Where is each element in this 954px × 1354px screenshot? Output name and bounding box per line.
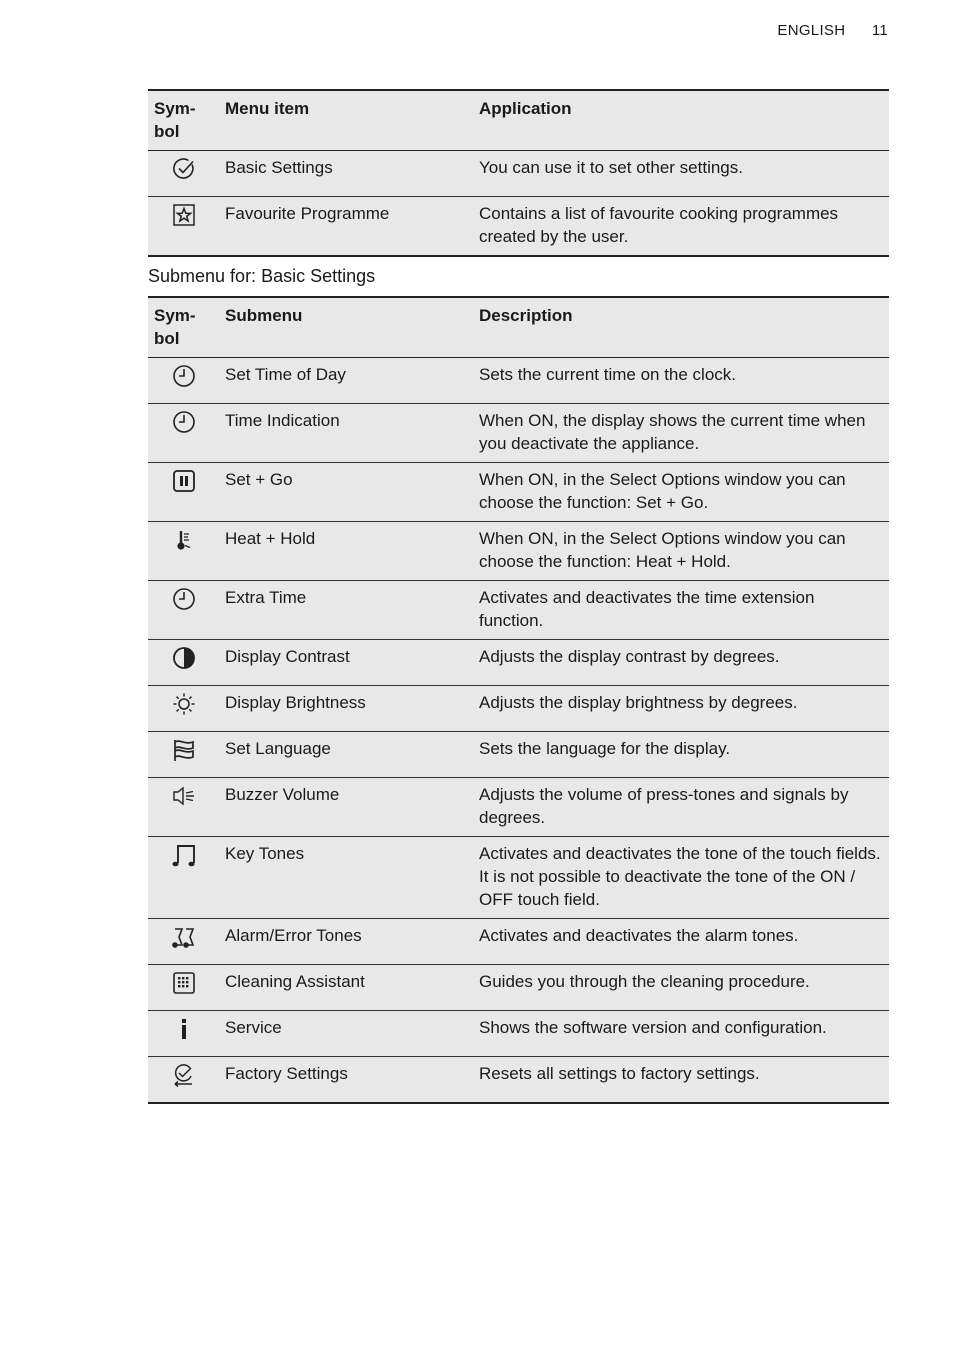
description-text: Activates and deactivates the alarm tones. bbox=[473, 919, 889, 965]
description-text: When ON, the display shows the current time when you deactivate the appliance. bbox=[473, 404, 889, 463]
flag-icon bbox=[172, 738, 196, 762]
table-row bbox=[148, 358, 889, 404]
submenu-label: Time Indication bbox=[219, 404, 473, 463]
table-header-row bbox=[148, 297, 889, 358]
check-circle-icon bbox=[172, 157, 196, 181]
table-row bbox=[148, 1011, 889, 1057]
menu-table bbox=[148, 89, 889, 257]
description-text: Adjusts the volume of press-tones and signals by degrees. bbox=[473, 778, 889, 837]
menu-item-label: Favourite Programme bbox=[219, 197, 473, 257]
music-note-icon bbox=[171, 843, 197, 869]
header-menu-item: Menu item bbox=[219, 90, 473, 151]
table-row bbox=[148, 151, 889, 197]
submenu-label: Set Time of Day bbox=[219, 358, 473, 404]
table-row bbox=[148, 404, 889, 463]
header-symbol: Sym- bol bbox=[148, 297, 219, 358]
submenu-caption: Submenu for: Basic Settings bbox=[148, 266, 376, 286]
description-text: When ON, in the Select Options window you can choose the function: Heat + Hold. bbox=[473, 522, 889, 581]
page-header bbox=[777, 22, 888, 39]
submenu-label: Buzzer Volume bbox=[219, 778, 473, 837]
description-text: When ON, in the Select Options window you can choose the function: Set + Go. bbox=[473, 463, 889, 522]
table-row bbox=[148, 919, 889, 965]
description-text: Sets the current time on the clock. bbox=[473, 358, 889, 404]
speaker-icon bbox=[172, 784, 196, 808]
table-row bbox=[148, 778, 889, 837]
submenu-label: Set Language bbox=[219, 732, 473, 778]
submenu-label: Key Tones bbox=[219, 837, 473, 919]
header-symbol: Sym- bol bbox=[148, 90, 219, 151]
contrast-icon bbox=[172, 646, 196, 670]
keypad-icon bbox=[172, 971, 196, 995]
description-text: Resets all settings to factory settings. bbox=[473, 1057, 889, 1104]
table-row bbox=[148, 197, 889, 257]
description-text: Guides you through the cleaning procedure. bbox=[473, 965, 889, 1011]
application-text: You can use it to set other settings. bbox=[473, 151, 889, 197]
description-text: Sets the language for the display. bbox=[473, 732, 889, 778]
submenu-label: Alarm/Error Tones bbox=[219, 919, 473, 965]
thermometer-icon bbox=[172, 528, 196, 552]
sun-icon bbox=[172, 692, 196, 716]
clock-icon bbox=[172, 410, 196, 434]
table-row bbox=[148, 463, 889, 522]
submenu-label: Extra Time bbox=[219, 581, 473, 640]
table-row bbox=[148, 640, 889, 686]
description-text: Shows the software version and configuration. bbox=[473, 1011, 889, 1057]
submenu-label: Cleaning Assistant bbox=[219, 965, 473, 1011]
clock-icon bbox=[172, 587, 196, 611]
table-row bbox=[148, 965, 889, 1011]
table-row bbox=[148, 1057, 889, 1104]
submenu-table bbox=[148, 296, 889, 1104]
description-text: Adjusts the display brightness by degrees. bbox=[473, 686, 889, 732]
header-submenu: Submenu bbox=[219, 297, 473, 358]
table-header-row bbox=[148, 90, 889, 151]
table-row bbox=[148, 686, 889, 732]
description-text: Activates and deactivates the time extension function. bbox=[473, 581, 889, 640]
factory-reset-icon bbox=[172, 1063, 196, 1087]
language-label: ENGLISH bbox=[777, 22, 846, 39]
page-number: 11 bbox=[871, 22, 888, 39]
table-row bbox=[148, 581, 889, 640]
clock-icon bbox=[172, 364, 196, 388]
submenu-label: Set + Go bbox=[219, 463, 473, 522]
star-box-icon bbox=[172, 203, 196, 227]
submenu-label: Display Brightness bbox=[219, 686, 473, 732]
description-text: Activates and deactivates the tone of the touch fields. It is not possible to deactivate the tone of the ON / OFF touch field. bbox=[473, 837, 889, 919]
application-text: Contains a list of favourite cooking programmes created by the user. bbox=[473, 197, 889, 257]
menu-item-label: Basic Settings bbox=[219, 151, 473, 197]
description-text: Adjusts the display contrast by degrees. bbox=[473, 640, 889, 686]
table-row bbox=[148, 837, 889, 919]
pause-box-icon bbox=[172, 469, 196, 493]
submenu-label: Service bbox=[219, 1011, 473, 1057]
alarm-tone-icon bbox=[171, 925, 197, 949]
info-icon bbox=[172, 1017, 196, 1041]
submenu-label: Heat + Hold bbox=[219, 522, 473, 581]
header-application: Application bbox=[473, 90, 889, 151]
submenu-label: Display Contrast bbox=[219, 640, 473, 686]
table-row bbox=[148, 522, 889, 581]
submenu-label: Factory Settings bbox=[219, 1057, 473, 1104]
table-row bbox=[148, 732, 889, 778]
header-description: Description bbox=[473, 297, 889, 358]
